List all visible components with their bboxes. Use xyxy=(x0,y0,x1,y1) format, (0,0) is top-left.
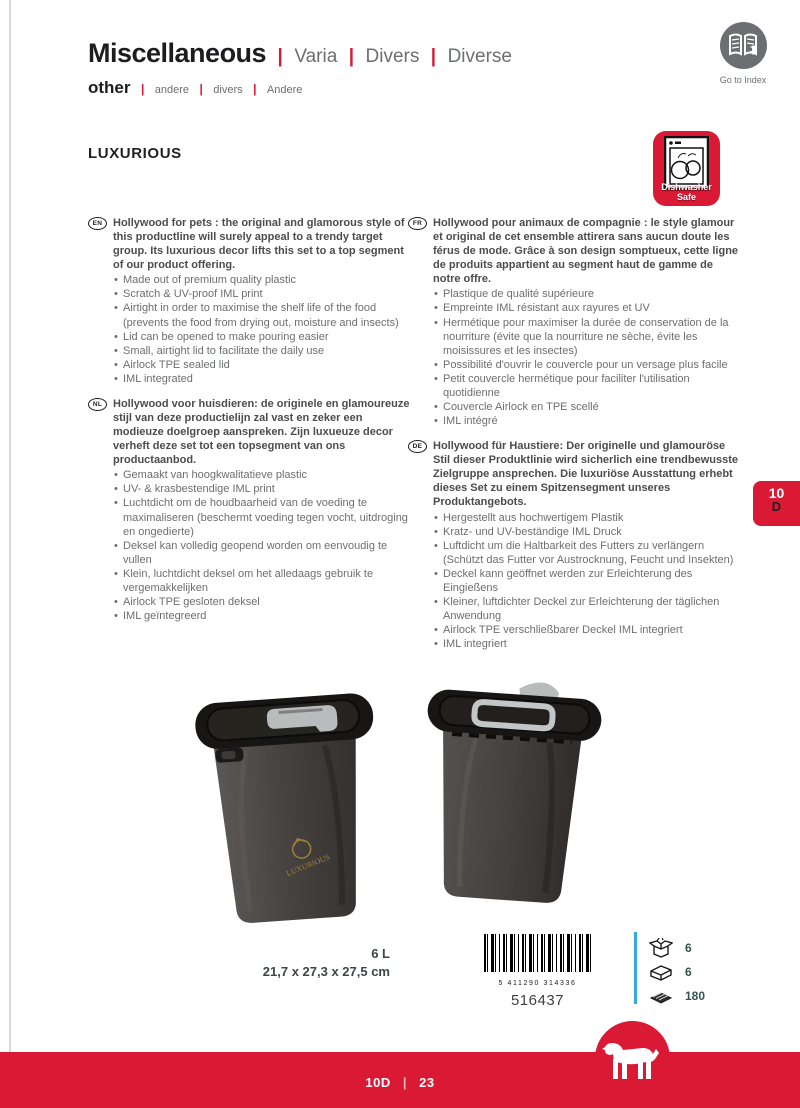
text-column-left xyxy=(88,216,414,634)
go-to-index-button[interactable] xyxy=(714,22,772,85)
bullet: • Scratch & UV-proof IML print xyxy=(113,287,414,301)
product-sku: 516437 xyxy=(510,992,565,1009)
category-title-de: Diverse xyxy=(447,46,512,67)
separator: | xyxy=(348,46,355,67)
footer-page-number xyxy=(0,1075,800,1090)
tab-letter: D xyxy=(771,499,782,514)
tab-number: 10 xyxy=(768,485,785,501)
intro-nl: Hollywood voor huisdieren: de originele en glamoureuze stijl van deze productielijn zal vast en zeker een modieuze doelgroep aanspreken. Zijn luxueuze decor verheft deze set tot een topsegment van ons productaanbod. xyxy=(113,397,410,467)
dishwasher-safe-badge xyxy=(653,131,720,206)
bullet: • Airlock TPE gesloten deksel xyxy=(113,595,414,609)
badge-line2: Safe xyxy=(676,191,696,202)
pallet-qty: 180 xyxy=(685,989,706,1003)
bullet: • Petit couvercle hermétique pour faciliter l'utilisation quotidienne xyxy=(433,372,742,400)
product-photo xyxy=(190,668,610,943)
category-title-fr: Divers xyxy=(365,46,420,67)
bullet: • Airtight in order to maximise the shelf life of the food (prevents the food from drying out, moisture and insects) xyxy=(113,301,414,329)
separator: | xyxy=(253,82,257,96)
lang-block-de xyxy=(408,439,742,651)
category-title-nl: Varia xyxy=(294,46,338,67)
bullets-en xyxy=(113,273,414,386)
barcode-ean: 5 411290 314336 xyxy=(498,980,577,987)
packaging-quantities xyxy=(649,936,705,1008)
bullet: • Made out of premium quality plastic xyxy=(113,273,414,287)
product-volume: 6 L xyxy=(371,946,390,961)
product-size: 21,7 x 27,3 x 27,5 cm xyxy=(262,964,390,979)
subcategory-title-de: Andere xyxy=(266,84,303,96)
container-left xyxy=(194,692,387,926)
bullet: • Hermétique pour maximiser la durée de conservation de la nourriture (évite que la nourriture ne sèche, évite les moisissures et les insectes) xyxy=(433,316,742,358)
section-tab-10d[interactable] xyxy=(753,481,800,526)
bullet: • UV- & krasbestendige IML print xyxy=(113,482,414,496)
inner-qty: 6 xyxy=(685,941,692,955)
bullet: • IML integriert xyxy=(433,637,742,651)
bullet: • Gemaakt van hoogkwalitatieve plastic xyxy=(113,468,414,482)
bullet: • Kratz- und UV-beständige IML Druck xyxy=(433,525,742,539)
pack-row-outer xyxy=(649,960,705,984)
bullets-fr xyxy=(433,287,742,428)
bullets-de xyxy=(433,511,742,652)
pack-row-inner xyxy=(649,936,705,960)
intro-en: Hollywood for pets : the original and glamorous style of this productline will surely appeal to a trendy target group. Its luxurious decor lifts this set to a top segment of our product offering. xyxy=(113,217,405,272)
outer-qty: 6 xyxy=(685,965,692,979)
badge-line1: Dishwasher xyxy=(661,182,712,192)
index-book-icon[interactable] xyxy=(720,22,767,69)
container-right xyxy=(415,675,604,906)
bullet: • Small, airtight lid to facilitate the daily use xyxy=(113,344,414,358)
bullet: • Luchtdicht om de houdbaarheid van de voeding te maximaliseren (beschermt voeding tegen vocht, uitdroging en ongedierte) xyxy=(113,496,414,538)
bullet: • IML geïntegreerd xyxy=(113,609,414,623)
text-column-right xyxy=(408,216,742,662)
subcategory-title-nl: andere xyxy=(154,84,190,96)
bullet: • Possibilité d'ouvrir le couvercle pour un versage plus facile xyxy=(433,358,742,372)
footer-separator: | xyxy=(402,1075,408,1090)
bullet: • Luftdicht um die Haltbarkeit des Futters zu verlängern (Schützt das Futter vor Austrocknung, Feucht und Insekten) xyxy=(433,539,742,567)
footer-section: 10D xyxy=(365,1075,391,1090)
barcode-icon xyxy=(484,934,592,972)
category-title-row xyxy=(88,38,512,69)
dishwasher-safe-label xyxy=(653,183,720,202)
bullet: • IML integrated xyxy=(113,372,414,386)
bullet: • Kleiner, luftdichter Deckel zur Erleichterung der täglichen Anwendung xyxy=(433,595,742,623)
bullet: • Airlock TPE verschließbarer Deckel IML integriert xyxy=(433,623,742,637)
intro-de: Hollywood für Haustiere: Der originelle und glamouröse Stil dieser Produktlinie wird sicherlich eine trendbewusste Zielgruppe ansprechen. Die luxuriöse Ausstattung erhebt dieses Set zu einem Spitzensegment unseres Produktangebots. xyxy=(433,440,739,509)
product-dimensions xyxy=(190,946,390,979)
closed-box-icon xyxy=(649,962,673,982)
barcode-block xyxy=(475,934,600,1009)
series-title: LUXURIOUS xyxy=(88,145,182,162)
category-title: Miscellaneous xyxy=(88,38,267,68)
lang-block-fr xyxy=(408,216,742,428)
lang-badge-nl: NL xyxy=(88,398,107,411)
go-to-index-label[interactable]: Go to Index xyxy=(719,75,767,85)
page-header xyxy=(88,38,512,98)
separator: | xyxy=(430,46,437,67)
lang-block-nl xyxy=(88,397,414,623)
bullet: • IML intégré xyxy=(433,414,742,428)
subcategory-title-fr: divers xyxy=(213,84,243,96)
bullet: • Klein, luchtdicht deksel om het alledaags gebruik te vergemakkelijken xyxy=(113,567,414,595)
page-edge-line xyxy=(9,0,11,1108)
lang-badge-en: EN xyxy=(88,217,107,230)
footer-page: 23 xyxy=(419,1075,435,1090)
bullet: • Hergestellt aus hochwertigem Plastik xyxy=(433,511,742,525)
pallet-icon xyxy=(649,986,673,1006)
spec-divider-line xyxy=(634,932,637,1004)
svg-text:LUXURIOUS: LUXURIOUS xyxy=(285,852,332,879)
bullets-nl xyxy=(113,468,414,623)
bullet: • Airlock TPE sealed lid xyxy=(113,358,414,372)
bullet: • Deksel kan volledig geopend worden om eenvoudig te vullen xyxy=(113,539,414,567)
bullet: • Lid can be opened to make pouring easier xyxy=(113,330,414,344)
bullet: • Deckel kann geöffnet werden zur Erleichterung des Eingießens xyxy=(433,567,742,595)
separator: | xyxy=(140,82,145,96)
open-box-icon xyxy=(649,938,673,958)
bullet: • Empreinte IML résistant aux rayures et UV xyxy=(433,301,742,315)
intro-fr: Hollywood pour animaux de compagnie : le style glamour et original de cet ensemble attirera sans aucun doute les férus de mode. Grâce à son design somptueux, cette ligne de produits appartient au segment haut de gamme de notre offre. xyxy=(433,217,739,286)
separator: | xyxy=(199,82,203,96)
lang-badge-fr: FR xyxy=(408,217,427,230)
subcategory-title: other xyxy=(88,78,131,97)
lang-block-en xyxy=(88,216,414,386)
bullet: • Plastique de qualité supérieure xyxy=(433,287,742,301)
separator: | xyxy=(277,46,283,67)
pack-row-pallet xyxy=(649,984,705,1008)
bullet: • Couvercle Airlock en TPE scellé xyxy=(433,400,742,414)
lang-badge-de: DE xyxy=(408,440,427,453)
subcategory-title-row xyxy=(88,78,512,98)
